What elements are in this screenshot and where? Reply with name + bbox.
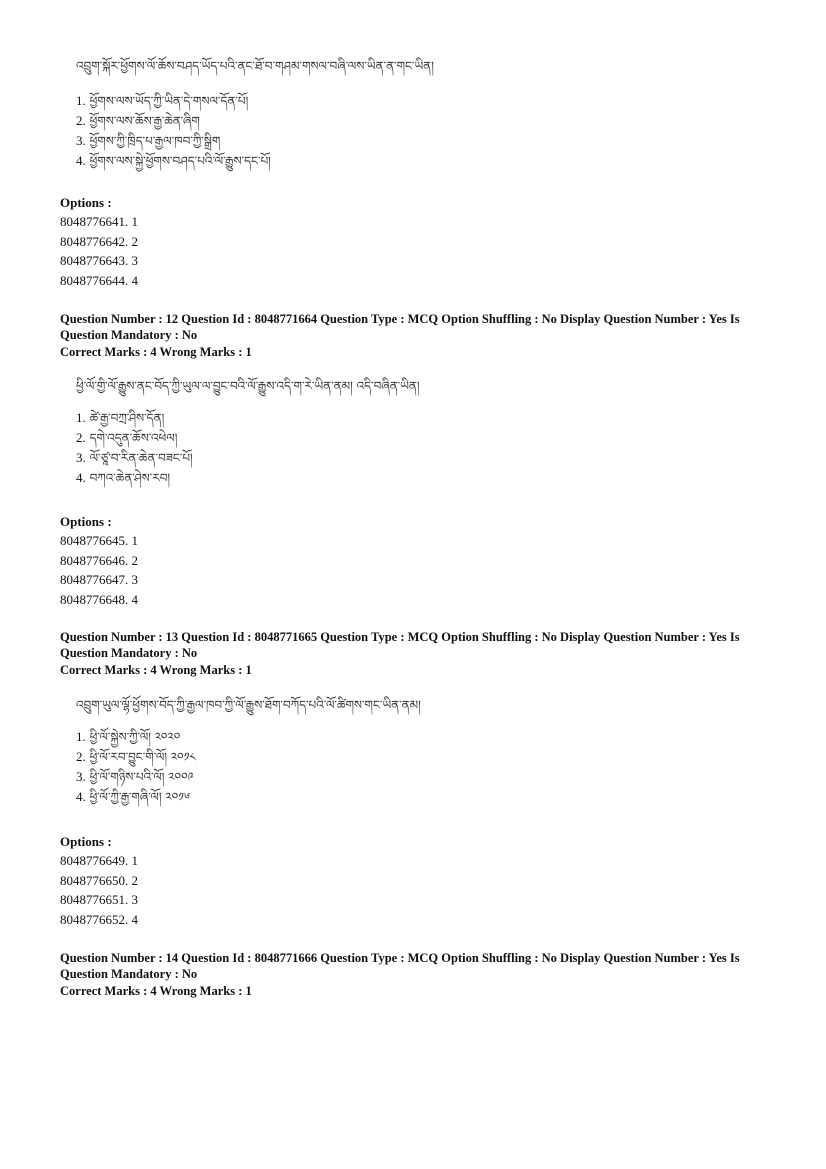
q14-header-line1: Question Number : 14 Question Id : 8048771666 Question Type : MCQ Option Shuffling : No Display Question Number : Yes Is [60, 951, 740, 965]
options-title: Options : [60, 195, 112, 210]
q12-question-text: ཕྱི་ལོ་གྱི་ལོ་རྒྱུས་ནང་བོད་ཀྱི་ཡུལ་ལ་བྱུང་བའི་ལོ་རྒྱུས་འདི་ག་རེ་ཡིན་ནམ། འདི་བཞིན་ཡིན། [76, 379, 420, 393]
option-row: 8048776649. 1 [60, 853, 138, 868]
q13-choice-3: 3. ཕྱི་ལོ་གཉིས་པའི་ལོ། ༢༠༠༩ [76, 769, 194, 784]
option-row: 8048776650. 2 [60, 872, 138, 888]
q12-options [60, 512, 138, 609]
options-title: Options : [60, 834, 112, 849]
q13-header [60, 629, 750, 678]
q11-choice-3: 3. ཕྱོགས་ཀྱི་ཁྲིད་པ་རྒྱལ་ཁབ་ཀྱི་སྒྲིག [76, 133, 221, 148]
option-row: 8048776645. 1 [60, 533, 138, 548]
option-row: 8048776646. 2 [60, 552, 138, 568]
option-row: 8048776648. 4 [60, 591, 138, 607]
q12-choice-list [76, 408, 193, 488]
option-row: 8048776641. 1 [60, 214, 138, 229]
q12-header-line2: Question Mandatory : No [60, 328, 198, 342]
option-row: 8048776651. 3 [60, 892, 138, 907]
q13-choice-1: 1. ཕྱི་ལོ་སྐྱེས་ཀྱི་ལོ། ༢༠༢༠ [76, 729, 181, 744]
q13-header-line2: Question Mandatory : No [60, 646, 198, 660]
q11-choice-1: 1. ཕྱོགས་ལས་ཡོད་ཀྱི་ཡིན་དེ་གསལ་དོན་པོ། [76, 93, 249, 108]
q12-choice-4: 4. བཀའ་ཆེན་ཤེས་རབ། [76, 470, 171, 485]
q13-choice-2: 2. ཕྱི་ལོ་རབ་བྱུང་གི་ལོ། ༢༠༡༨ [76, 749, 196, 764]
option-row: 8048776644. 4 [60, 272, 138, 288]
q13-marks: Correct Marks : 4 Wrong Marks : 1 [60, 663, 252, 677]
q12-marks: Correct Marks : 4 Wrong Marks : 1 [60, 345, 252, 359]
q14-marks: Correct Marks : 4 Wrong Marks : 1 [60, 984, 252, 998]
q14-header [60, 950, 750, 999]
q11-choice-4: 4. ཕྱོགས་ལས་སྐྱེ་ཕྱོགས་བཤད་པའི་ལོ་རྒྱུས་དང་པོ། [76, 153, 271, 168]
q13-question-text: འབྲུག་ཡུལ་ལྷོ་ཕྱོགས་བོད་ཀྱི་རྒྱལ་ཁབ་ཀྱི་ལོ་རྒྱུས་ཐོག་བཀོད་པའི་ལོ་ཚིགས་གང་ཡིན་ནམ། [76, 698, 421, 712]
q11-question-text: འབྲུག་སྐོར་ཕྱོགས་ལོ་ཆོས་བཤད་ཡོད་པའི་ནང་ཐོ་བ་གཤམ་གསལ་བཞི་ལས་ཡིན་ན་གང་ཡིན། [76, 59, 434, 73]
option-row: 8048776643. 3 [60, 253, 138, 268]
q11-choice-2: 2. ཕྱོགས་ལས་ཆོས་རྒྱ་ཆེན་ཞིག [76, 113, 200, 128]
options-title: Options : [60, 514, 112, 529]
q14-header-line2: Question Mandatory : No [60, 967, 198, 981]
q12-choice-2: 2. དགེ་འདུན་ཆོས་འཕེལ། [76, 430, 178, 445]
q13-options [60, 832, 138, 929]
option-row: 8048776642. 2 [60, 233, 138, 249]
q12-header [60, 311, 750, 360]
q12-choice-1: 1. ཚེ་རྒྱ་བཀྲ་ཤིས་དོན། [76, 410, 165, 425]
q13-header-line1: Question Number : 13 Question Id : 8048771665 Question Type : MCQ Option Shuffling : No Display Question Number : Yes Is [60, 630, 740, 644]
q12-header-line1: Question Number : 12 Question Id : 8048771664 Question Type : MCQ Option Shuffling : No Display Question Number : Yes Is [60, 312, 740, 326]
q11-options [60, 193, 138, 290]
q13-choice-list [76, 727, 196, 807]
q13-choice-4: 4. ཕྱི་ལོ་ཀྱི་རྒྱ་གཞི་ལོ། ༢༠༡༦ [76, 789, 191, 804]
option-row: 8048776647. 3 [60, 572, 138, 587]
q12-choice-3: 3. ལོ་ཙཱ་བ་རིན་ཆེན་བཟང་པོ། [76, 450, 193, 465]
option-row: 8048776652. 4 [60, 911, 138, 927]
q11-choice-list [76, 91, 271, 171]
